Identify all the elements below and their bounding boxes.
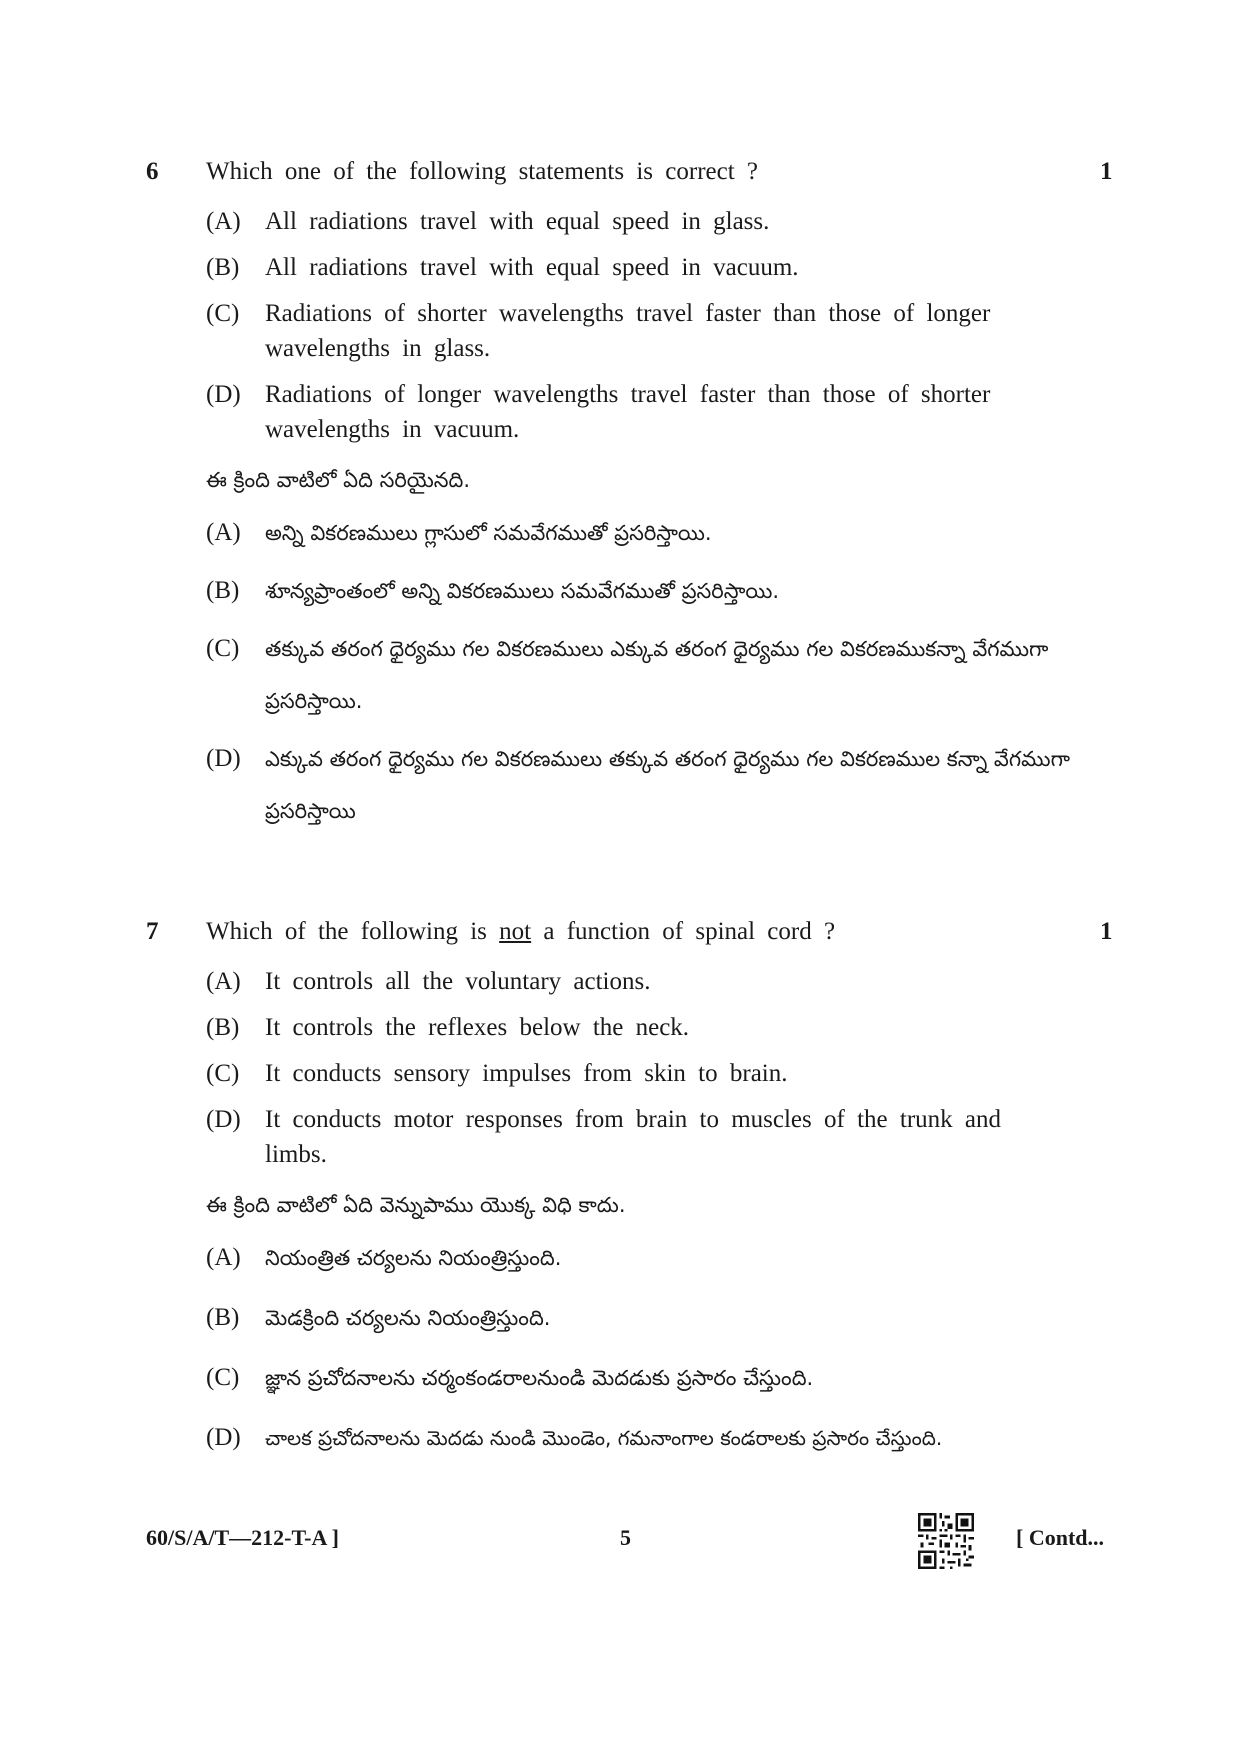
continued-label: [ Contd... — [1016, 1525, 1105, 1550]
option-label: (C) — [206, 635, 240, 662]
question-text — [206, 918, 835, 946]
question-number: 7 — [146, 918, 159, 945]
option-text: Radiations of shorter wavelengths travel faster than those of longer wavelengths in glass. — [265, 300, 991, 362]
option-d — [206, 1102, 1066, 1172]
telugu-option-c — [206, 1352, 1121, 1404]
telugu-question-text: ఈ క్రింది వాటిలో ఏది వెన్నుపాము యొక్క విధి కాదు. — [206, 1193, 626, 1217]
option-label: (C) — [206, 1364, 240, 1391]
question-marks: 1 — [1100, 158, 1113, 185]
telugu-option-c — [206, 623, 1121, 727]
option-label: (B) — [206, 254, 240, 281]
page-footer — [0, 1525, 1240, 1565]
option-text: మెడక్రింది చర్యలను నియంత్రిస్తుంది. — [265, 1306, 551, 1330]
page-number: 5 — [620, 1525, 631, 1550]
option-text: Radiations of longer wavelengths travel faster than those of shorter wavelengths in vacuum. — [265, 381, 991, 443]
telugu-option-b — [206, 565, 1121, 617]
qr-code-icon — [918, 1513, 974, 1569]
telugu-options — [0, 1232, 1240, 1464]
option-text: It conducts sensory impulses from skin to brain. — [265, 1060, 788, 1087]
option-label: (B) — [206, 577, 240, 604]
option-label: (D) — [206, 745, 241, 772]
question-header — [0, 918, 1240, 964]
telugu-question-text: ఈ క్రింది వాటిలో ఏది సరియైనది. — [206, 468, 471, 492]
option-text: It controls all the voluntary actions. — [265, 968, 651, 995]
telugu-option-d — [206, 733, 1121, 837]
option-label: (B) — [206, 1014, 240, 1041]
option-c — [206, 1056, 1066, 1091]
option-text: శూన్యప్రాంతంలో అన్ని వికరణములు సమవేగముతో ప్రసరిస్తాయి. — [265, 579, 780, 603]
option-b — [206, 1010, 1066, 1045]
option-text: నియంత్రిత చర్యలను నియంత్రిస్తుంది. — [265, 1246, 562, 1270]
option-label: (B) — [206, 1304, 240, 1331]
telugu-option-d — [206, 1412, 1166, 1464]
telugu-option-b — [206, 1292, 1121, 1344]
question-marks: 1 — [1100, 918, 1113, 945]
option-text: All radiations travel with equal speed in glass. — [265, 208, 770, 235]
option-text: All radiations travel with equal speed in vacuum. — [265, 254, 799, 281]
paper-code: 60/S/A/T—212-T-A ] — [146, 1525, 339, 1550]
telugu-options — [0, 507, 1240, 837]
option-label: (D) — [206, 1106, 241, 1133]
option-text: ఎక్కువ తరంగ ధైర్యము గల వికరణములు తక్కువ తరంగ ధైర్యము గల వికరణముల కన్నా వేగముగా ప్రసరిస్తాయి — [265, 747, 1070, 823]
option-label: (A) — [206, 208, 241, 235]
question-text-part: a function of spinal cord ? — [531, 918, 836, 945]
telugu-option-a — [206, 1232, 1121, 1284]
option-label: (C) — [206, 300, 240, 327]
option-d — [206, 377, 1066, 447]
option-label: (D) — [206, 1424, 241, 1451]
option-label: (A) — [206, 1244, 241, 1271]
option-label: (C) — [206, 1060, 240, 1087]
question-number: 6 — [146, 158, 159, 185]
question-header — [0, 158, 1240, 204]
question-text-emphasis: not — [499, 918, 532, 945]
option-text: చాలక ప్రచోదనాలను మెదడు నుండి మొండెం, గమనాంగాల కండరాలకు ప్రసారం చేస్తుంది. — [265, 1426, 943, 1450]
question-text: Which one of the following statements is correct ? — [206, 158, 759, 185]
telugu-option-a — [206, 507, 1121, 559]
option-a — [206, 204, 1066, 239]
option-b — [206, 250, 1066, 285]
question-text-part: Which of the following is — [206, 918, 500, 945]
option-c — [206, 296, 1066, 366]
question-7 — [0, 918, 1240, 1464]
option-text: అన్ని వికరణములు గ్లాసులో సమవేగముతో ప్రసరిస్తాయి. — [265, 521, 712, 545]
option-text: It conducts motor responses from brain to muscles of the trunk and limbs. — [265, 1106, 1001, 1168]
question-6 — [0, 158, 1240, 837]
option-text: తక్కువ తరంగ ధైర్యము గల వికరణములు ఎక్కువ తరంగ ధైర్యము గల వికరణముకన్నా వేగముగా ప్రసరిస్తాయి. — [265, 637, 1049, 713]
option-label: (D) — [206, 381, 241, 408]
option-text: It controls the reflexes below the neck. — [265, 1014, 690, 1041]
option-text: జ్ఞాన ప్రచోదనాలను చర్మంకండరాలనుండి మెదడుకు ప్రసారం చేస్తుంది. — [265, 1366, 814, 1390]
option-label: (A) — [206, 519, 241, 546]
option-a — [206, 964, 1066, 999]
option-label: (A) — [206, 968, 241, 995]
